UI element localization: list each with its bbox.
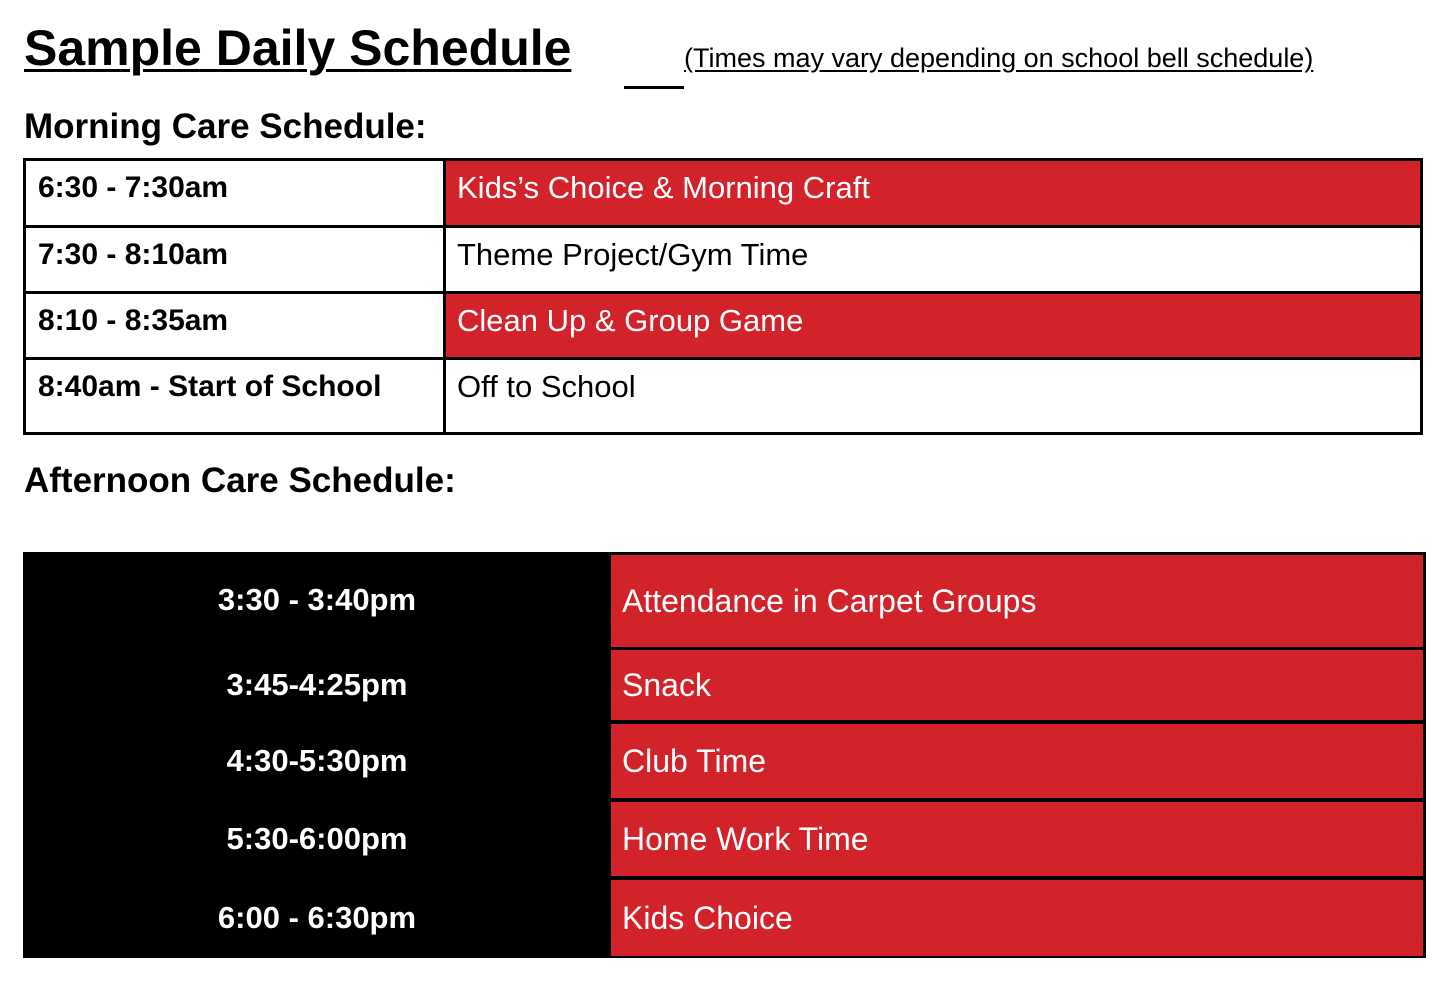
morning-row-1-time: 6:30 - 7:30am bbox=[26, 161, 443, 225]
afternoon-row-4-activity: Home Work Time bbox=[611, 802, 1423, 876]
afternoon-row-3-time: 4:30-5:30pm bbox=[226, 743, 408, 778]
afternoon-section-heading: Afternoon Care Schedule: bbox=[24, 461, 456, 500]
afternoon-row-4 bbox=[23, 800, 1426, 878]
page-subtitle: (Times may vary depending on school bell schedule) bbox=[684, 43, 1314, 73]
morning-row-2-activity: Theme Project/Gym Time bbox=[446, 228, 1420, 291]
morning-row-2-time: 7:30 - 8:10am bbox=[26, 228, 443, 291]
title-row bbox=[24, 18, 1424, 80]
afternoon-schedule-table bbox=[23, 552, 1426, 958]
title-underline-gap bbox=[624, 86, 684, 89]
morning-row-4-activity: Off to School bbox=[446, 360, 1420, 432]
morning-row-3-activity: Clean Up & Group Game bbox=[446, 294, 1420, 357]
afternoon-row-3-activity: Club Time bbox=[611, 724, 1423, 798]
afternoon-row-2-activity: Snack bbox=[611, 650, 1423, 720]
afternoon-row-1-activity: Attendance in Carpet Groups bbox=[611, 555, 1423, 647]
afternoon-row-5-activity: Kids Choice bbox=[611, 880, 1423, 956]
morning-row-3-time: 8:10 - 8:35am bbox=[26, 294, 443, 357]
morning-row-4-time: 8:40am - Start of School bbox=[26, 360, 443, 432]
afternoon-row-2 bbox=[23, 648, 1426, 722]
page-title: Sample Daily Schedule bbox=[24, 20, 572, 76]
afternoon-row-3 bbox=[23, 722, 1426, 800]
afternoon-row-1 bbox=[23, 552, 1426, 648]
afternoon-row-5 bbox=[23, 878, 1426, 958]
morning-schedule-table bbox=[23, 158, 1423, 435]
afternoon-row-1-time: 3:30 - 3:40pm bbox=[217, 582, 417, 617]
afternoon-row-5-time: 6:00 - 6:30pm bbox=[217, 900, 417, 935]
afternoon-row-2-time: 3:45-4:25pm bbox=[226, 667, 408, 702]
afternoon-row-4-time: 5:30-6:00pm bbox=[226, 821, 408, 856]
morning-row-1-activity: Kids’s Choice & Morning Craft bbox=[446, 161, 1420, 225]
morning-section-heading: Morning Care Schedule: bbox=[24, 107, 427, 146]
